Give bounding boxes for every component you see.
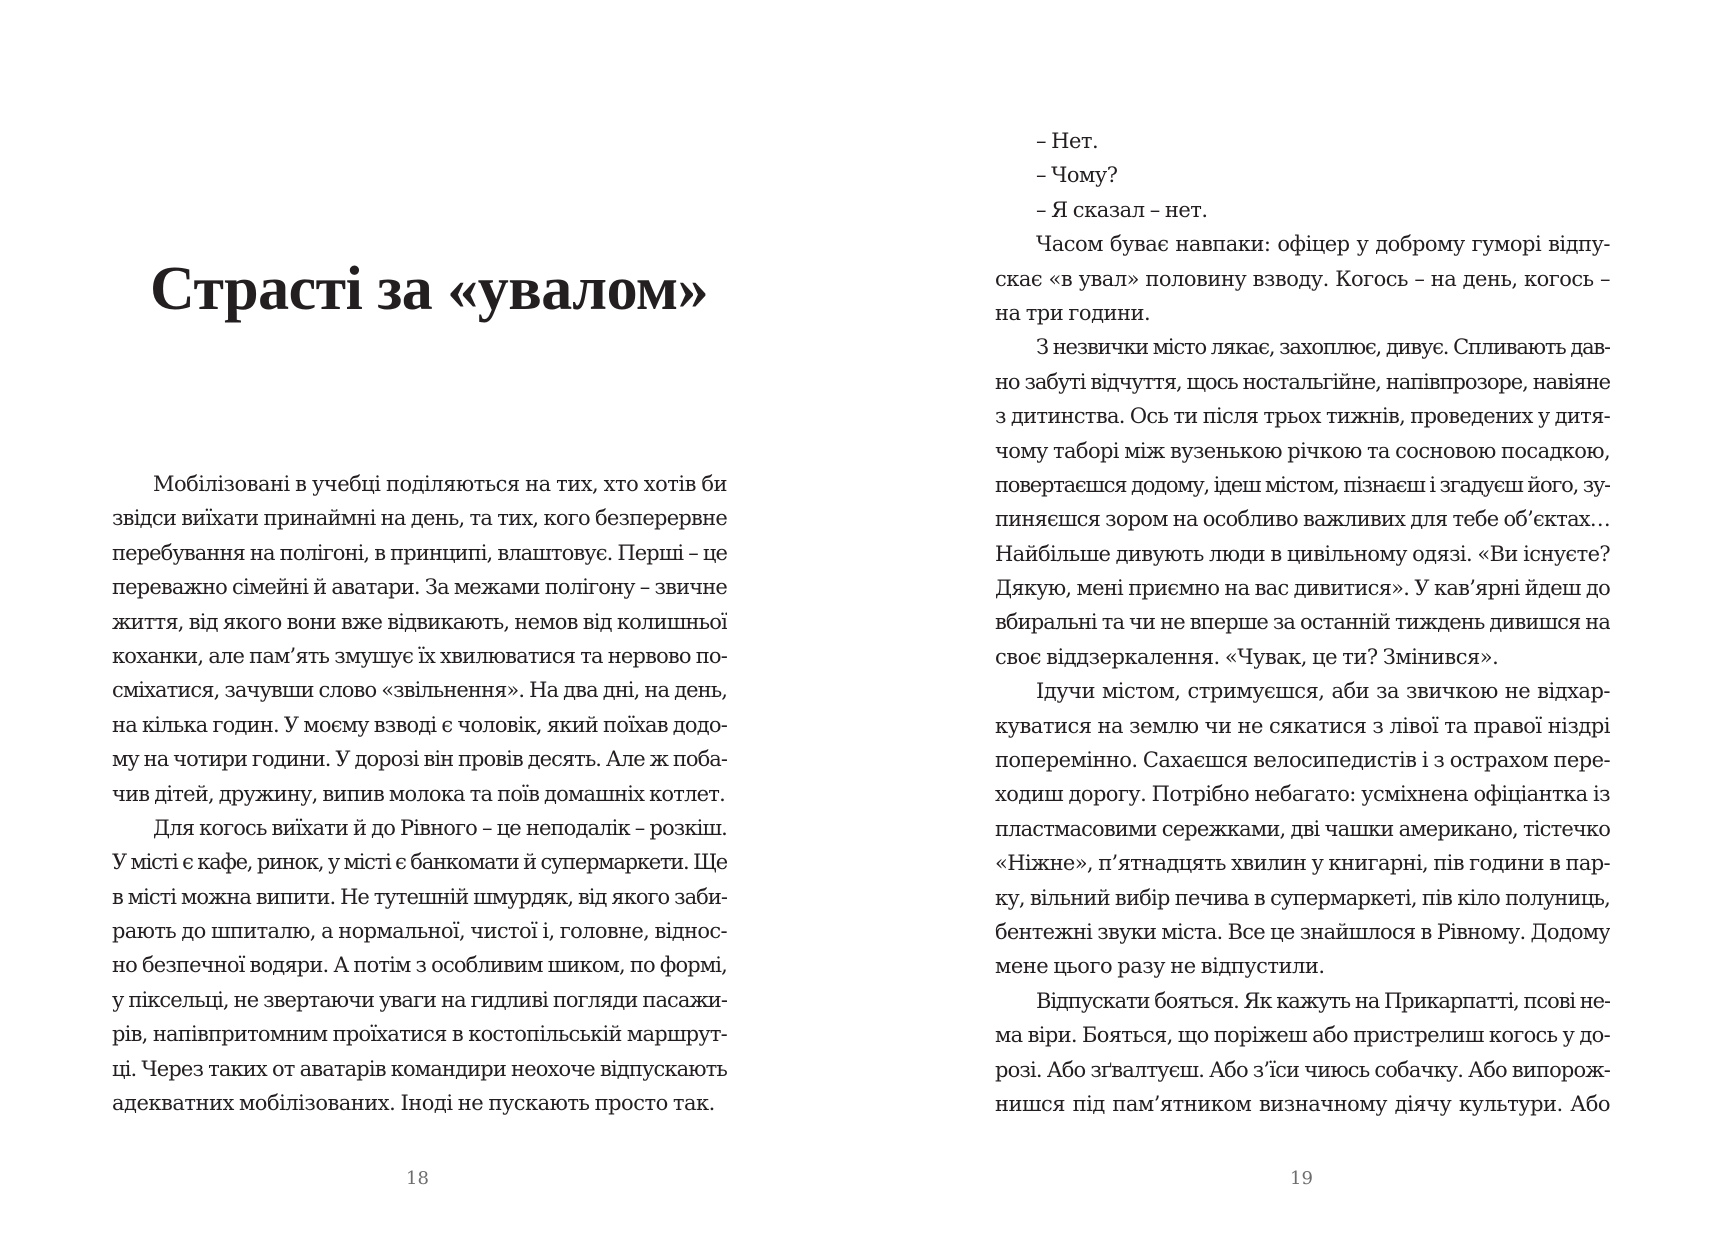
text-line: звідси виїхати принаймні на день, та тих, кого безперервне — [112, 506, 727, 531]
text-line: на три години. — [995, 300, 1151, 325]
text-line: життя, від якого вони вже відвикають, немов від колишньої — [112, 609, 727, 634]
text-line: Мобілізовані в учебці поділяються на тих, хто хотів би — [153, 472, 727, 496]
text-line: му на чотири години. У дорозі він провів десять. Але ж поба- — [112, 747, 727, 772]
text-line: в місті можна випити. Не тутешній шмурдяк, від якого заби- — [112, 884, 727, 909]
text-line: Відпускати бояться. Як кажуть на Прикарпатті, псові не- — [1036, 988, 1610, 1013]
chapter-title: Страсті за «увалом» — [150, 255, 709, 323]
text-line: на кілька годин. У моєму взводі є чоловік, який поїхав додо- — [112, 712, 727, 737]
text-line: розі. Або зґвалтуєш. Або з’їси чиюсь собачку. Або випорож- — [995, 1057, 1610, 1082]
text-line: Часом буває навпаки: офіцер у доброму гуморі відпу- — [1036, 232, 1610, 257]
text-line: пиняєшся зором на особливо важливих для тебе об’єктах… — [995, 507, 1610, 532]
text-line: мене цього разу не відпустили. — [995, 954, 1325, 979]
text-line: адекватних мобілізованих. Іноді не пускають просто так. — [112, 1091, 715, 1116]
text-line: Для когось виїхати й до Рівного – це неподалік – розкіш. — [153, 815, 727, 840]
page-number: 19 — [1290, 1168, 1313, 1189]
text-line: но забуті відчуття, щось ностальгійне, напівпрозоре, навіяне — [995, 369, 1610, 394]
text-line: З незвички місто лякає, захоплює, дивує. Спливають дав- — [1036, 335, 1610, 360]
text-line: рів, напівпритомним проїхатися в костопільській маршрут- — [112, 1022, 727, 1047]
text-line: Найбільше дивують люди в цивільному одязі. «Ви існуєте? — [995, 541, 1610, 566]
text-line: поперемінно. Сахаєшся велосипедистів і з острахом пере- — [995, 748, 1610, 773]
text-line: коханки, але пам’ять змушує їх хвилюватися та нервово по- — [112, 643, 727, 668]
dialogue-line: – Нет. — [1036, 129, 1099, 153]
text-line: бентежні звуки міста. Все це знайшлося в Рівному. Додому — [995, 919, 1610, 944]
text-line: нишся під пам’ятником визначному діячу культури. Або — [995, 1091, 1610, 1116]
text-line: ку, вільний вибір печива в супермаркеті, пів кіло полуниць, — [995, 885, 1610, 910]
text-line: своє віддзеркалення. «Чувак, це ти? Змінився». — [995, 644, 1499, 669]
text-line: пластмасовими сережками, дві чашки американо, тістечко — [995, 816, 1610, 841]
text-line: сміхатися, зачувши слово «звільнення». На два дні, на день, — [112, 678, 727, 703]
text-line: рають до шпиталю, а нормальної, чистої і, головне, віднос- — [112, 919, 727, 944]
text-line: «Ніжне», п’ятнадцять хвилин у книгарні, пів години в пар- — [995, 851, 1610, 876]
text-line: скає «в увал» половину взводу. Когось – на день, когось – — [995, 266, 1610, 291]
text-line: з дитинства. Ось ти після трьох тижнів, проведених у дитя- — [995, 404, 1610, 429]
right-page-text — [995, 124, 1610, 1121]
page-number: 18 — [406, 1168, 429, 1189]
text-line: вбиральні та чи не вперше за останній тиждень дивишся на — [995, 610, 1610, 635]
text-line: повертаєшся додому, ідеш містом, пізнаєш і згадуєш його, зу- — [995, 472, 1610, 497]
left-page — [0, 0, 856, 1258]
text-line: у піксельці, не звертаючи уваги на гидливі погляди пасажи- — [112, 987, 727, 1012]
text-line: ці. Через таких от аватарів командири неохоче відпускають — [112, 1056, 727, 1081]
text-line: ходиш дорогу. Потрібно небагато: усміхнена офіціантка із — [995, 782, 1610, 807]
text-line: Ідучи містом, стримуєшся, аби за звичкою не відхар- — [1036, 679, 1610, 704]
dialogue-line: – Чому? — [1036, 163, 1118, 188]
text-line: ма віри. Бояться, що поріжеш або пристрелиш когось у до- — [995, 1023, 1610, 1048]
text-line: Дякую, мені приємно на вас дивитися». У кав’ярні йдеш до — [995, 576, 1610, 601]
text-line: но безпечної водяри. А потім з особливим шиком, по формі, — [112, 953, 727, 978]
text-line: куватися на землю чи не сякатися з лівої та правої ніздрі — [995, 713, 1610, 738]
dialogue-line: – Я сказал – нет. — [1036, 197, 1208, 222]
text-line: перебування на полігоні, в принципі, влаштовує. Перші – це — [112, 540, 727, 565]
right-page — [856, 0, 1713, 1258]
text-line: чив дітей, дружину, випив молока та поїв домашніх котлет. — [112, 781, 725, 806]
left-page-text — [112, 467, 727, 1120]
text-line: чому таборі між вузенькою річкою та сосновою посадкою, — [995, 438, 1610, 463]
text-line: переважно сімейні й аватари. За межами полігону – звичне — [112, 575, 727, 600]
text-line: У місті є кафе, ринок, у місті є банкомати й супермаркети. Ще — [112, 850, 727, 875]
